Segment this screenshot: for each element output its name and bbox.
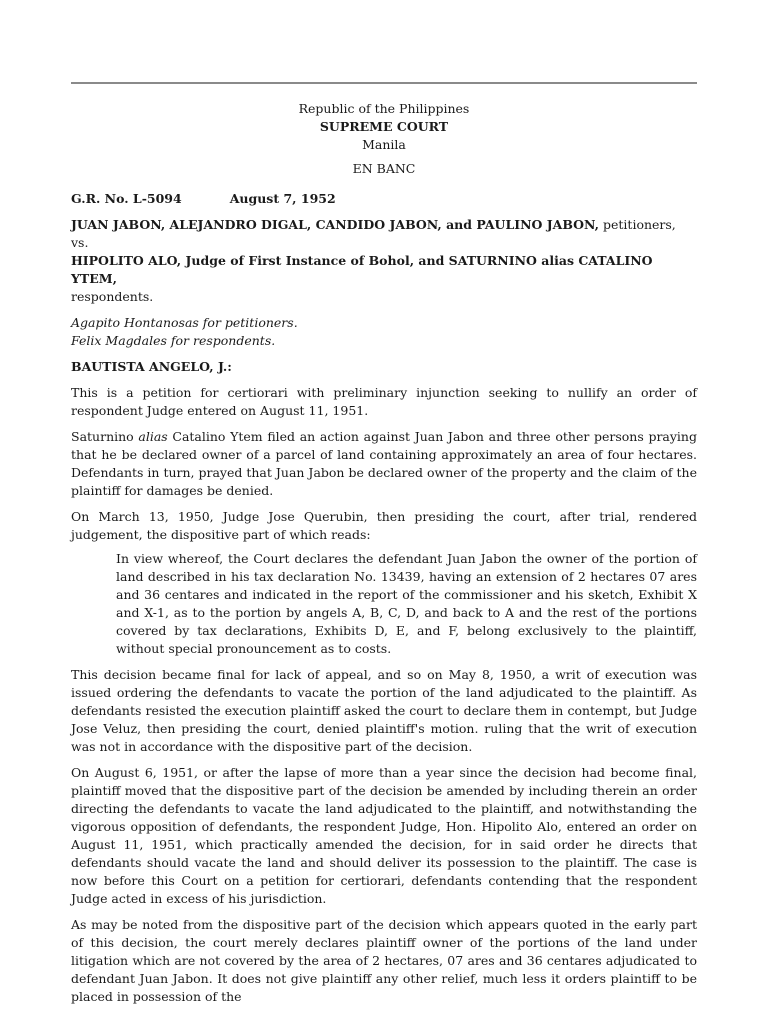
ponente: BAUTISTA ANGELO, J.: <box>71 359 232 374</box>
court-name: SUPREME COURT <box>319 119 449 134</box>
paragraph-6: As may be noted from the dispositive part of the decision which appears quoted in the early part of this decision, the court merely declares plaintiff owner of the portions of the land under litigation which are not covered by the area of 2 hectares, 07 ares and 36 centares adjudicated to defendant Juan Jabon. It does not give plaintiff any other relief, much less it orders plaintiff to be placed in possession of the <box>71 917 697 1004</box>
case-number-line <box>71 190 697 208</box>
paragraph-5: On August 6, 1951, or after the lapse of more than a year since the decision had become final, plaintiff moved that the dispositive part of the decision be amended by including therein an order directing the defendants to vacate the land adjudicated to the plaintiff, and notwithstanding the vigorous opposition of defendants, the respondent Judge, Hon. Hipolito Alo, entered an order on August 11, 1951, which practically amended the decision, for in said order he directs that defendants should vacate the land and should deliver its possession to the plaintiff. The case is now before this Court on a petition for certiorari, defendants contending that the respondent Judge acted in excess of his jurisdiction. <box>71 765 697 906</box>
court-division: EN BANC <box>352 161 416 176</box>
petitioners-line <box>71 216 697 234</box>
versus: vs. <box>71 235 89 250</box>
republic-line: Republic of the Philippines <box>298 101 470 116</box>
alias-word: alias <box>138 429 168 444</box>
case-parties <box>71 216 697 306</box>
court-header <box>71 100 697 178</box>
paragraph-2-start: Saturnino <box>71 429 139 444</box>
petitioners-counsel: Agapito Hontanosas for petitioners. <box>71 315 298 330</box>
paragraph-4: This decision became final for lack of appeal, and so on May 8, 1950, a writ of execution was issued ordering the defendants to vacate the portion of the land adjudicated to the plaintiff. As defendants resisted the execution plaintiff asked the court to declare them in contempt, but Judge Jose Veluz, then presiding the court, denied plaintiff's motion. ruling that the writ of execution was not in accordance with the dispositive part of the decision. <box>71 667 697 754</box>
petitioners-names: JUAN JABON, ALEJANDRO DIGAL, CANDIDO JABON, and PAULINO JABON, <box>71 217 600 232</box>
counsel-block <box>71 314 697 350</box>
petitioners-role: petitioners, <box>599 217 676 232</box>
respondents-names: HIPOLITO ALO, Judge of First Instance of Bohol, and SATURNINO alias CATALINO YTEM, <box>71 253 653 286</box>
paragraph-2-rest: Catalino Ytem filed an action against Juan Jabon and three other persons praying that he be declared owner of a parcel of land containing approximately an area of four hectares. Defendants in turn, prayed that Juan Jabon be declared owner of the property and the claim of the plaintiff for damages be denied. <box>71 429 697 498</box>
paragraph-3: On March 13, 1950, Judge Jose Querubin, then presiding the court, after trial, rendered judgement, the dispositive part of which reads: <box>71 509 697 542</box>
gr-number: G.R. No. L-5094 <box>71 191 182 206</box>
decision-date: August 7, 1952 <box>229 191 336 206</box>
paragraph-2 <box>71 428 697 500</box>
paragraph-1: This is a petition for certiorari with preliminary injunction seeking to nullify an order of respondent Judge entered on August 11, 1951. <box>71 385 697 418</box>
court-city: Manila <box>362 137 406 152</box>
respondents-counsel: Felix Magdales for respondents. <box>71 333 276 348</box>
document-body <box>71 100 697 1006</box>
top-divider <box>71 82 697 84</box>
respondents-role: respondents. <box>71 289 154 304</box>
dispositive-quote: In view whereof, the Court declares the defendant Juan Jabon the owner of the portion of land described in his tax declaration No. 13439, having an extension of 2 hectares 07 ares and 36 centares and indicated in the report of the commissioner and his sketch, Exhibit X and X-1, as to the portion by angels A, B, C, D, and back to A and the rest of the portions covered by tax declarations, Exhibits D, E, and F, belong exclusively to the plaintiff, without special pronouncement as to costs. <box>116 551 697 656</box>
